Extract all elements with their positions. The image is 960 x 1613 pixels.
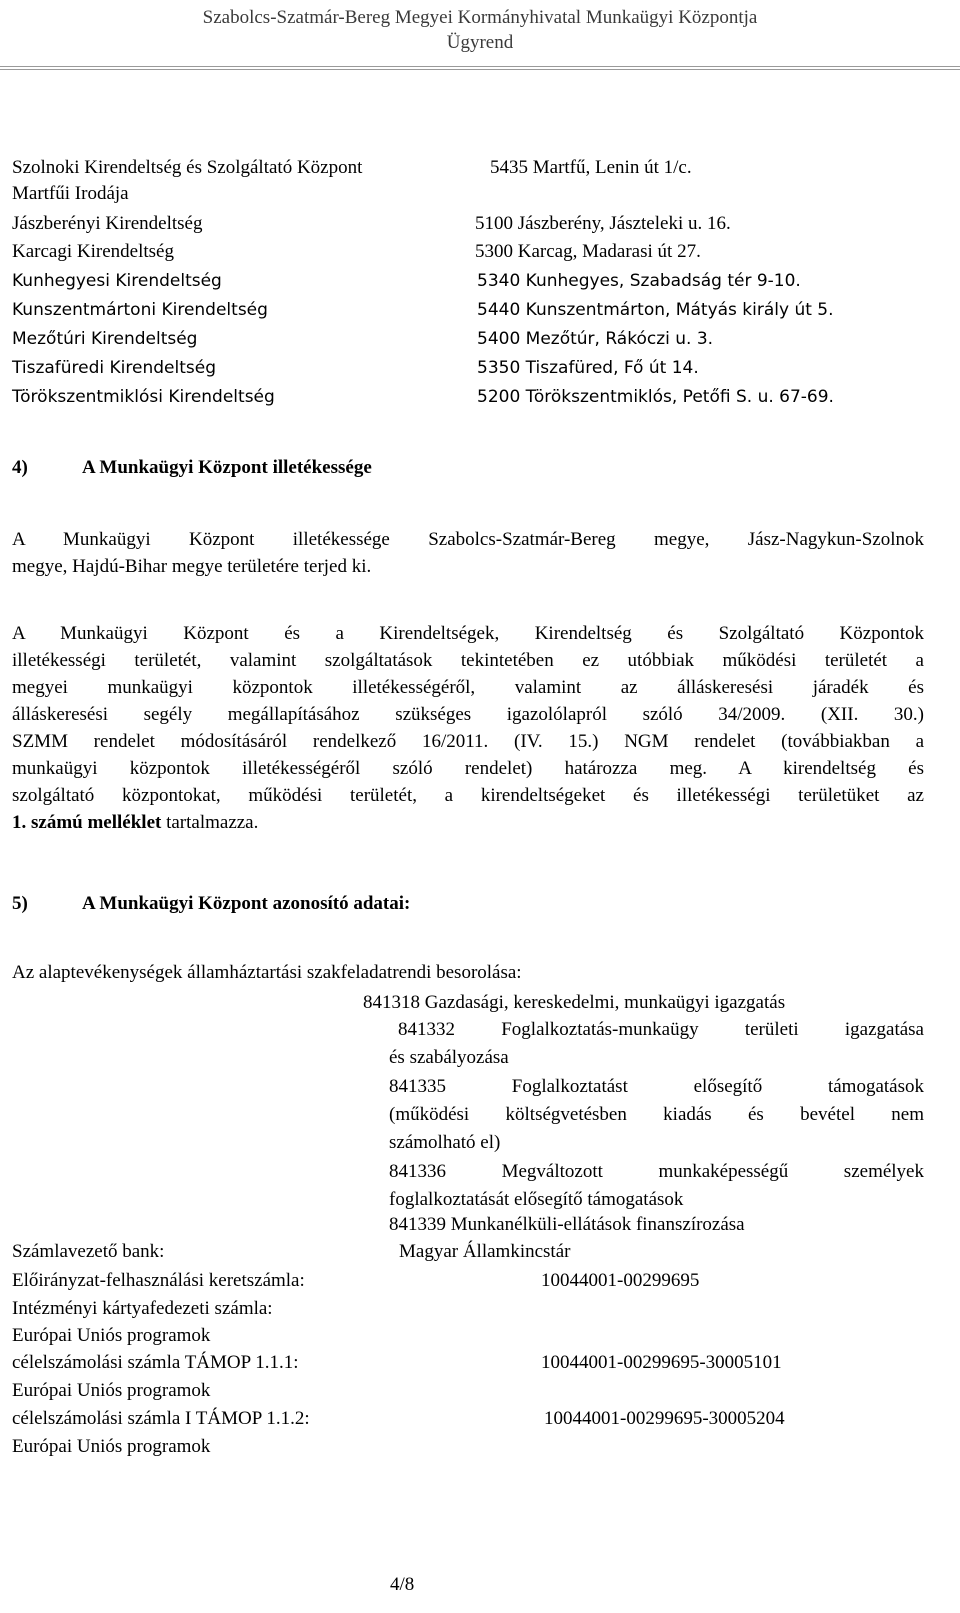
office-address: 5200 Törökszentmiklós, Petőfi S. u. 67-69. xyxy=(477,387,834,407)
paragraph-line: szolgáltató központokat, működési területét, a kirendeltségeket és illetékességi területüket az xyxy=(12,785,924,806)
paragraph-line: megyei munkaügyi központok illetékességéről, valamint az álláskeresési járadék és xyxy=(12,677,924,698)
office-name: Szolnoki Kirendeltség és Szolgáltató Központ xyxy=(12,157,363,178)
activity-code: foglalkoztatását elősegítő támogatások xyxy=(389,1189,684,1210)
paragraph-line: A Munkaügyi Központ és a Kirendeltségek, Kirendeltség és Szolgáltató Központok xyxy=(12,623,924,644)
header-divider xyxy=(0,66,960,67)
office-address: 5440 Kunszentmárton, Mátyás király út 5. xyxy=(477,300,834,320)
activity-code-block xyxy=(389,1044,924,1072)
section-4-paragraph-2 xyxy=(12,620,924,836)
header-document-title: Ügyrend xyxy=(446,32,514,53)
paragraph-line: álláskeresési segély megállapításához szükséges igazolólapról szóló 34/2009. (XII. 30.) xyxy=(12,704,924,725)
section-4-number: 4) xyxy=(12,457,28,478)
eu-program-label: Európai Uniós programok xyxy=(12,1325,211,1346)
eu-program-account: 10044001-00299695-30005101 xyxy=(541,1352,782,1373)
classification-label: Az alaptevékenységek államháztartási szakfeladatrendi besorolása: xyxy=(12,962,522,983)
paragraph-line: SZMM rendelet módosításáról rendelkező 16/2011. (IV. 15.) NGM rendelet (továbbiakban a xyxy=(12,731,924,752)
paragraph-line xyxy=(12,809,924,836)
activity-code-block xyxy=(398,1016,924,1044)
page-number: 4/8 xyxy=(390,1574,415,1595)
office-address: 5340 Kunhegyes, Szabadság tér 9-10. xyxy=(477,271,801,291)
activity-code: 841318 Gazdasági, kereskedelmi, munkaügyi igazgatás xyxy=(363,992,786,1013)
annex-reference: 1. számú melléklet xyxy=(12,812,162,833)
activity-code: 841336 Megváltozott munkaképességű személyek xyxy=(389,1161,924,1182)
page-header xyxy=(0,0,960,117)
office-name: Jászberényi Kirendeltség xyxy=(12,213,203,234)
section-4-heading xyxy=(12,455,372,481)
eu-program-label: célelszámolási számla I TÁMOP 1.1.2: xyxy=(12,1408,310,1429)
office-name: Törökszentmiklósi Kirendeltség xyxy=(12,387,275,407)
section-5-heading xyxy=(12,891,410,917)
office-address: 5300 Karcag, Madarasi út 27. xyxy=(475,241,701,262)
eu-program-label: célelszámolási számla TÁMOP 1.1.1: xyxy=(12,1352,299,1373)
paragraph-line: illetékességi területét, valamint szolgáltatások tekintetében ez utóbbiak működési területét a xyxy=(12,650,924,671)
office-name: Karcagi Kirendeltség xyxy=(12,241,174,262)
office-name: Mezőtúri Kirendeltség xyxy=(12,329,198,349)
budget-account-label: Előirányzat-felhasználási keretszámla: xyxy=(12,1270,305,1291)
eu-program-account: 10044001-00299695-30005204 xyxy=(544,1408,785,1429)
section-5-title: A Munkaügyi Központ azonosító adatai: xyxy=(82,893,411,914)
activity-code: számolható el) xyxy=(389,1132,501,1153)
paragraph-line: A Munkaügyi Központ illetékessége Szabolcs-Szatmár-Bereg megye, Jász-Nagykun-Szolnok xyxy=(12,529,924,550)
office-address: 5400 Mezőtúr, Rákóczi u. 3. xyxy=(477,329,714,349)
activity-code: 841335 Foglalkoztatást elősegítő támogatások xyxy=(389,1076,924,1097)
card-account-label: Intézményi kártyafedezeti számla: xyxy=(12,1298,273,1319)
paragraph-line: megye, Hajdú-Bihar megye területére terjed ki. xyxy=(12,556,372,577)
bank-value: Magyar Államkincstár xyxy=(399,1241,571,1262)
office-name: Kunhegyesi Kirendeltség xyxy=(12,271,222,291)
office-address: 5100 Jászberény, Jászteleki u. 16. xyxy=(475,213,731,234)
activity-code-block xyxy=(389,1073,924,1157)
eu-program-label: Európai Uniós programok xyxy=(12,1436,211,1457)
activity-code: 841339 Munkanélküli-ellátások finanszírozása xyxy=(389,1214,745,1235)
office-name: Tiszafüredi Kirendeltség xyxy=(12,358,216,378)
activity-code: és szabályozása xyxy=(389,1047,509,1068)
eu-program-label: Európai Uniós programok xyxy=(12,1380,211,1401)
section-4-title: A Munkaügyi Központ illetékessége xyxy=(82,457,372,478)
bank-label: Számlavezető bank: xyxy=(12,1241,165,1262)
activity-code: (működési költségvetésben kiadás és bevétel nem xyxy=(389,1104,924,1125)
section-5-number: 5) xyxy=(12,893,28,914)
paragraph-line-rest: tartalmazza. xyxy=(161,812,259,833)
activity-code-block xyxy=(389,1158,924,1214)
header-divider-secondary xyxy=(0,69,960,70)
paragraph-line: munkaügyi központok illetékességéről szóló rendelet) határozza meg. A kirendeltség és xyxy=(12,758,924,779)
header-organization: Szabolcs-Szatmár-Bereg Megyei Kormányhivatal Munkaügyi Központja xyxy=(202,7,758,28)
office-name: Kunszentmártoni Kirendeltség xyxy=(12,300,268,320)
section-4-paragraph-1 xyxy=(12,526,924,580)
office-address: 5350 Tiszafüred, Fő út 14. xyxy=(477,358,699,378)
office-address: 5435 Martfű, Lenin út 1/c. xyxy=(490,157,692,178)
office-name: Martfűi Irodája xyxy=(12,183,129,204)
activity-code: 841332 Foglalkoztatás-munkaügy területi igazgatása xyxy=(398,1019,924,1040)
budget-account-value: 10044001-00299695 xyxy=(541,1270,700,1291)
